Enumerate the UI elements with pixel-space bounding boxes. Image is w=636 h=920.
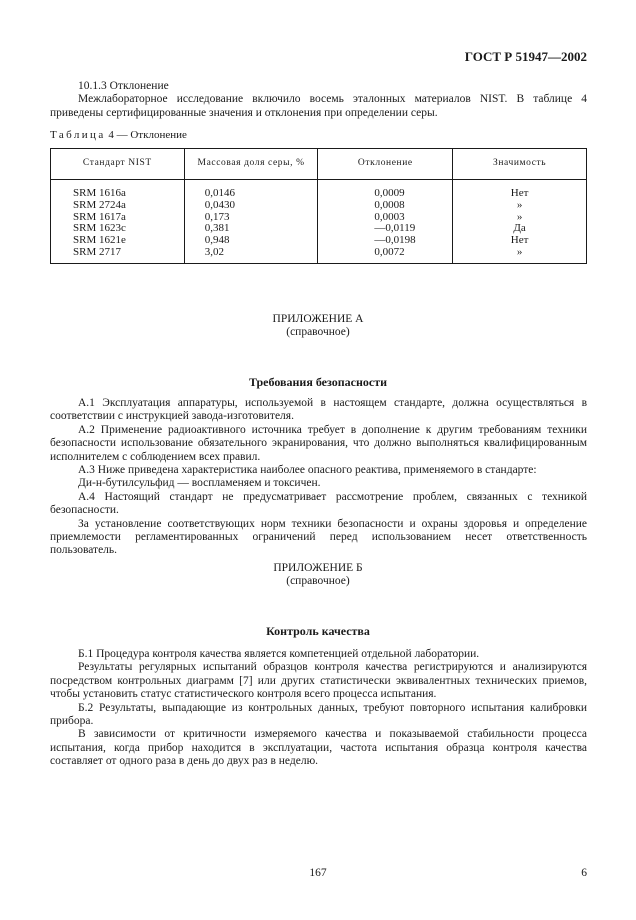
appendix-a-title: ПРИЛОЖЕНИЕ А: [272, 313, 364, 325]
table-cell: —0,0119: [374, 222, 416, 235]
appendix-b-title: ПРИЛОЖЕНИЕ Б: [273, 562, 363, 574]
table-cell: SRM 1623c: [73, 222, 126, 235]
section-heading: 10.1.3 Отклонение: [78, 80, 169, 92]
column-header-significance: Значимость: [453, 149, 587, 180]
table-cell: 0,948: [204, 234, 230, 247]
paragraph-a3: А.3 Ниже приведена характеристика наиболее опасного реактива, применяемого в стандарте:: [78, 464, 537, 477]
table-caption-text: 4 — Отклонение: [108, 129, 187, 141]
table-header-row: [51, 149, 587, 180]
section-10-1-3: [50, 80, 587, 120]
column-header-sulfur: Массовая доля серы, %: [184, 149, 318, 180]
table-cell: 0,381: [204, 222, 230, 235]
sulfur-column: [184, 180, 318, 264]
table-cell: 0,0003: [374, 210, 405, 223]
table-cell: SRM 2717: [73, 245, 121, 258]
table-caption: [50, 129, 587, 142]
appendix-b-heading: Контроль качества: [266, 624, 370, 638]
paragraph-a4-detail: За установление соответствующих норм техники безопасности и охраны здоровья и определение приемлемости регламентированных ограничений перед использованием несет ответственность пользователь.: [50, 517, 587, 557]
standard-column: [51, 180, 185, 264]
table-cell: SRM 2724a: [73, 198, 126, 211]
table-cell: 0,0008: [374, 198, 405, 211]
section-paragraph: Межлабораторное исследование включило восемь эталонных материалов NIST. В таблице 4 приведены сертифицированные значения и отклонения при определении серы.: [50, 93, 587, 119]
appendix-a-body: [50, 397, 587, 558]
table-body-row: [51, 180, 587, 264]
appendix-a-subtitle: (справочное): [286, 326, 350, 338]
deviation-column: [318, 180, 453, 264]
table-cell: 0,0072: [374, 245, 405, 258]
paragraph-a3-detail: Ди-н-бутилсульфид — воспламеняем и токсичен.: [78, 477, 321, 490]
paragraph-b1-detail: Результаты регулярных испытаний образцов контроля качества регистрируются и анализируются посредством контрольных диаграмм [7] или других статистически эквивалентных технических приемов, чтобы установить статус статистического контроля всего процесса испытания.: [50, 661, 587, 701]
column-header-standard: Стандарт NIST: [51, 149, 185, 180]
table-cell: Да: [513, 222, 526, 235]
appendix-b-subtitle: (справочное): [286, 575, 350, 587]
table-cell: 0,0009: [374, 187, 405, 199]
table-cell: »: [516, 210, 523, 223]
paragraph-a2: А.2 Применение радиоактивного источника требует в дополнение к другим требованиям техники безопасности использование обязательного экранирования, что должно выполняться квалифицированным исполнителем с соблюдением всех правил.: [50, 423, 587, 463]
column-header-deviation: Отклонение: [318, 149, 453, 180]
table-cell: SRM 1621e: [73, 234, 126, 247]
book-page-number: 167: [309, 867, 327, 879]
table-cell: —0,0198: [374, 234, 416, 247]
document-page-number: 6: [581, 867, 587, 879]
paragraph-a1: А.1 Эксплуатация аппаратуры, используемой в настоящем стандарте, должна осуществляться в соответствии с инструкцией завода-изготовителя.: [50, 397, 587, 423]
table-cell: 0,0430: [204, 198, 235, 211]
significance-column: [453, 180, 587, 264]
appendix-a-heading: Требования безопасности: [248, 375, 388, 389]
table-cell: 3,02: [204, 245, 224, 258]
appendix-b-body: [50, 648, 587, 769]
paragraph-b2: Б.2 Результаты, выпадающие из контрольных данных, требуют повторного испытания калибровки прибора.: [50, 701, 587, 728]
table-cell: Нет: [510, 187, 529, 199]
deviation-table: [50, 148, 587, 264]
table-cell: SRM 1617a: [73, 210, 126, 223]
table-cell: »: [516, 245, 523, 258]
table-cell: »: [516, 198, 523, 211]
paragraph-b1: Б.1 Процедура контроля качества является компетенцией отдельной лаборатории.: [78, 648, 480, 660]
table-cell: 0,173: [204, 210, 230, 223]
paragraph-a4: А.4 Настоящий стандарт не предусматривает рассмотрение проблем, связанных с техникой безопасности.: [50, 490, 587, 517]
paragraph-b3: В зависимости от критичности измеряемого качества и показываемой стабильности процесса испытания, когда прибор находится в эксплуатации, частота испытания образца контроля качества составляет от одного раза в день до двух раз в неделю.: [50, 728, 587, 768]
table-caption-label: Таблица: [50, 129, 106, 141]
table-cell: 0,0146: [204, 187, 235, 199]
table-cell: Нет: [510, 234, 529, 247]
document-header: ГОСТ Р 51947—2002: [464, 49, 587, 64]
table-cell: SRM 1616a: [73, 187, 126, 199]
